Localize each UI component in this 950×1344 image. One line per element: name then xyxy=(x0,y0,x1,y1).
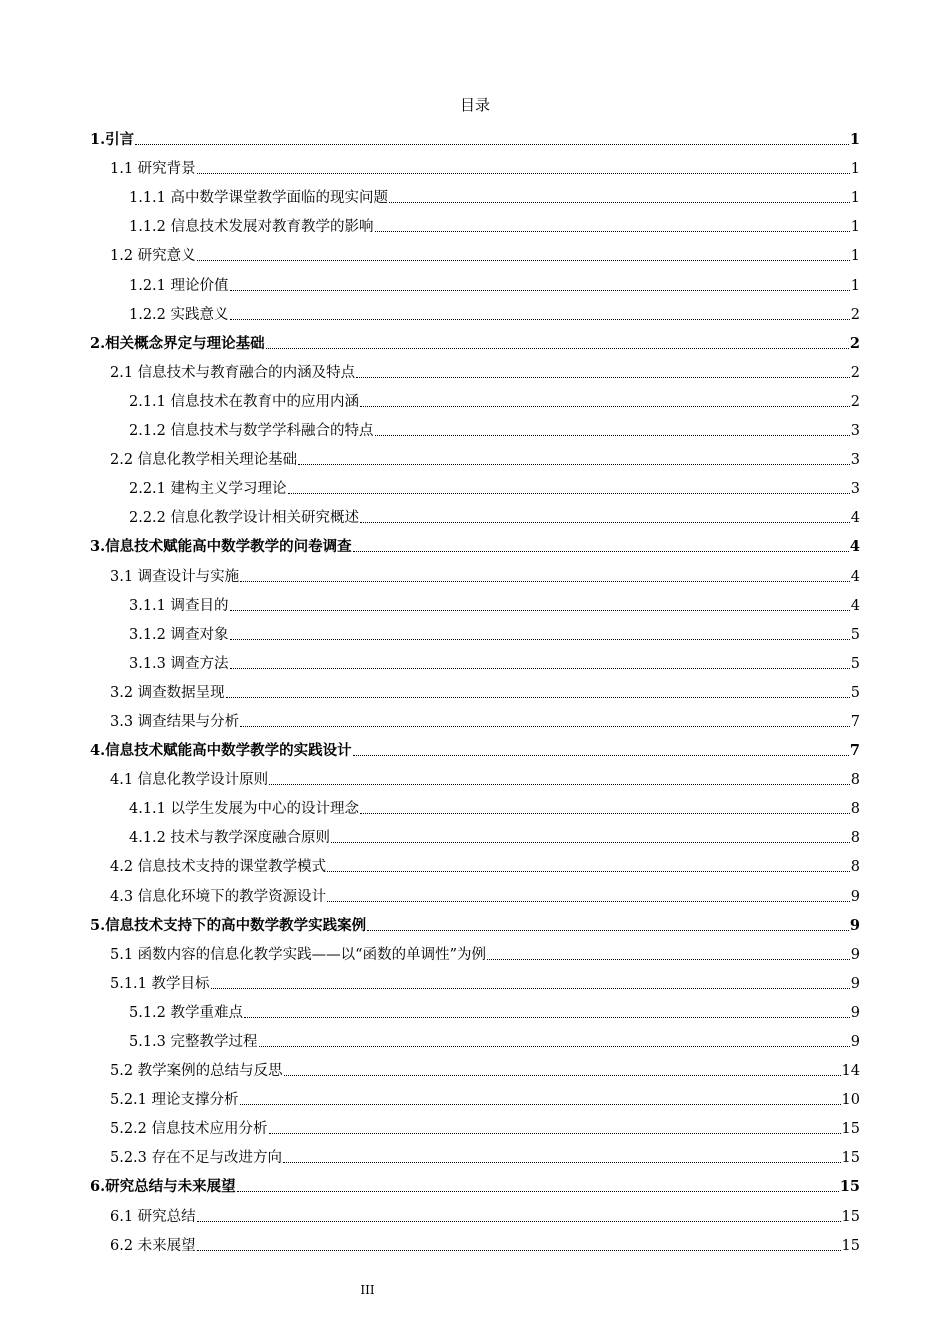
toc-entry-title: 4.2 信息技术支持的课堂教学模式 xyxy=(110,859,327,876)
toc-entry-page-number: 1 xyxy=(850,219,860,236)
toc-entry[interactable] xyxy=(90,939,860,968)
toc-entry-page-number: 3 xyxy=(850,423,860,440)
toc-entry-page-number: 15 xyxy=(839,1178,860,1196)
toc-entry-page-number: 14 xyxy=(841,1063,860,1080)
toc-dot-leader xyxy=(375,231,850,232)
toc-dot-leader xyxy=(327,901,850,902)
toc-entry[interactable] xyxy=(90,793,860,822)
toc-entry[interactable] xyxy=(90,240,860,269)
toc-dot-leader xyxy=(331,842,850,843)
toc-entry-title: 1.1.2 信息技术发展对教育教学的影响 xyxy=(129,219,374,236)
toc-entry[interactable] xyxy=(90,211,860,240)
toc-entry[interactable] xyxy=(90,851,860,880)
toc-entry-title: 4.1.2 技术与教学深度融合原则 xyxy=(129,830,331,847)
toc-entry-page-number: 4 xyxy=(849,538,860,556)
toc-entry-title: 2.1 信息技术与教育融合的内涵及特点 xyxy=(110,364,356,381)
toc-entry[interactable] xyxy=(90,706,860,735)
toc-entry[interactable] xyxy=(90,764,860,793)
toc-entry[interactable] xyxy=(90,1026,860,1055)
toc-entry[interactable] xyxy=(90,1171,860,1200)
toc-entry-page-number: 1 xyxy=(850,277,860,294)
toc-entry-title: 3.1.1 调查目的 xyxy=(129,597,229,614)
toc-entry-title: 5.2.1 理论支撑分析 xyxy=(110,1092,239,1109)
toc-entry[interactable] xyxy=(90,386,860,415)
toc-entry-page-number: 8 xyxy=(850,859,860,876)
toc-entry-title: 3.1 调查设计与实施 xyxy=(110,568,240,585)
toc-entry-title: 5.信息技术支持下的高中数学教学实践案例 xyxy=(90,916,367,934)
toc-entry-page-number: 1 xyxy=(849,131,860,149)
toc-dot-leader xyxy=(197,173,850,174)
toc-dot-leader xyxy=(360,813,850,814)
toc-dot-leader xyxy=(197,260,850,261)
toc-entry[interactable] xyxy=(90,182,860,211)
toc-entry[interactable] xyxy=(90,1142,860,1171)
toc-entry-page-number: 9 xyxy=(850,1034,860,1050)
toc-dot-leader xyxy=(237,1191,839,1192)
toc-entry-page-number: 15 xyxy=(841,1150,860,1167)
toc-entry-title: 5.1.1 教学目标 xyxy=(110,975,210,992)
toc-entry-page-number: 10 xyxy=(841,1092,860,1109)
toc-entry[interactable] xyxy=(90,648,860,677)
toc-entry-title: 4.信息技术赋能高中数学教学的实践设计 xyxy=(90,742,352,760)
toc-dot-leader xyxy=(327,871,850,872)
toc-dot-leader xyxy=(240,581,850,582)
toc-entry-page-number: 9 xyxy=(850,946,860,963)
toc-entry-page-number: 7 xyxy=(850,713,860,730)
toc-entry[interactable] xyxy=(90,415,860,444)
toc-entry[interactable] xyxy=(90,269,860,298)
toc-entry-page-number: 15 xyxy=(841,1208,860,1225)
toc-dot-leader xyxy=(230,668,850,669)
toc-entry-title: 1.2 研究意义 xyxy=(110,248,196,265)
toc-entry-page-number: 1 xyxy=(850,248,860,265)
toc-entry-title: 4.3 信息化环境下的教学资源设计 xyxy=(110,888,327,905)
toc-entry-title: 3.1.3 调查方法 xyxy=(129,655,229,672)
toc-entry-title: 2.1.1 信息技术在教育中的应用内涵 xyxy=(129,393,360,410)
toc-dot-leader xyxy=(197,1221,841,1222)
toc-entry-title: 6.2 未来展望 xyxy=(110,1237,196,1254)
toc-entry-title: 1.2.2 实践意义 xyxy=(129,306,229,323)
toc-entry-page-number: 9 xyxy=(850,888,860,905)
toc-entry-page-number: 5 xyxy=(850,684,860,701)
toc-dot-leader xyxy=(298,464,850,465)
toc-entry-title: 5.2 教学案例的总结与反思 xyxy=(110,1063,283,1080)
toc-entry[interactable] xyxy=(90,153,860,182)
toc-entry[interactable] xyxy=(90,473,860,502)
toc-entry[interactable] xyxy=(90,880,860,909)
toc-entry-title: 2.2.1 建构主义学习理论 xyxy=(129,481,287,498)
toc-dot-leader xyxy=(288,493,850,494)
toc-entry-title: 5.1.2 教学重难点 xyxy=(129,1004,244,1021)
toc-entry-title: 4.1 信息化教学设计原则 xyxy=(110,772,269,789)
page-number-footer: III xyxy=(360,1283,375,1297)
toc-entry-title: 5.1.3 完整教学过程 xyxy=(129,1034,258,1050)
toc-entry-page-number: 3 xyxy=(850,452,860,469)
toc-entry-title: 4.1.1 以学生发展为中心的设计理念 xyxy=(129,801,360,818)
toc-entry[interactable] xyxy=(90,560,860,589)
toc-entry-title: 5.2.3 存在不足与改进方向 xyxy=(110,1150,283,1167)
toc-entry[interactable] xyxy=(90,1055,860,1084)
toc-entry-title: 3.3 调查结果与分析 xyxy=(110,713,240,730)
toc-dot-leader xyxy=(240,726,850,727)
toc-entry-title: 5.2.2 信息技术应用分析 xyxy=(110,1121,268,1138)
toc-dot-leader xyxy=(230,319,850,320)
toc-entry[interactable] xyxy=(90,910,860,939)
page-title: 目录 xyxy=(459,96,490,114)
toc-dot-leader xyxy=(356,377,850,378)
toc-dot-leader xyxy=(353,755,849,756)
toc-dot-leader xyxy=(283,1162,841,1163)
toc-entry-page-number: 4 xyxy=(850,510,860,527)
toc-entry[interactable] xyxy=(90,444,860,473)
toc-entry[interactable] xyxy=(90,968,860,997)
toc-entry[interactable] xyxy=(90,357,860,386)
toc-entry[interactable] xyxy=(90,735,860,764)
toc-entry-title: 6.1 研究总结 xyxy=(110,1208,196,1225)
toc-entry-page-number: 1 xyxy=(850,161,860,178)
toc-entry[interactable] xyxy=(90,1230,860,1259)
toc-entry-title: 1.1.1 高中数学课堂教学面临的现实问题 xyxy=(129,190,389,207)
toc-entry-page-number: 9 xyxy=(850,975,860,992)
toc-entry-title: 5.1 函数内容的信息化教学实践——以“函数的单调性”为例 xyxy=(110,946,486,963)
toc-entry[interactable] xyxy=(90,822,860,851)
toc-entry-page-number: 8 xyxy=(850,830,860,847)
toc-entry-page-number: 15 xyxy=(841,1237,860,1254)
toc-dot-leader xyxy=(230,290,850,291)
toc-dot-leader xyxy=(259,1046,850,1047)
toc-entry[interactable] xyxy=(90,1200,860,1229)
toc-entry[interactable] xyxy=(90,1084,860,1113)
toc-entry-title: 3.2 调查数据呈现 xyxy=(110,684,225,701)
toc-dot-leader xyxy=(230,610,850,611)
toc-dot-leader xyxy=(211,988,850,989)
toc-entry-page-number: 2 xyxy=(850,364,860,381)
toc-entry[interactable] xyxy=(90,531,860,560)
toc-dot-leader xyxy=(226,697,850,698)
toc-dot-leader xyxy=(389,202,850,203)
toc-entry[interactable] xyxy=(90,997,860,1026)
toc-entry[interactable] xyxy=(90,677,860,706)
toc-entry[interactable] xyxy=(90,328,860,357)
toc-entry-page-number: 1 xyxy=(850,190,860,207)
toc-dot-leader xyxy=(487,959,850,960)
table-of-contents xyxy=(90,124,860,1259)
toc-dot-leader xyxy=(284,1075,841,1076)
toc-dot-leader xyxy=(360,406,850,407)
toc-entry-page-number: 2 xyxy=(849,334,860,352)
toc-entry-title: 2.1.2 信息技术与数学学科融合的特点 xyxy=(129,423,374,440)
toc-dot-leader xyxy=(269,784,850,785)
toc-entry-page-number: 2 xyxy=(850,393,860,410)
toc-entry[interactable] xyxy=(90,619,860,648)
toc-entry-title: 1.2.1 理论价值 xyxy=(129,277,229,294)
toc-dot-leader xyxy=(135,144,849,145)
toc-entry-title: 6.研究总结与未来展望 xyxy=(90,1178,236,1196)
toc-entry[interactable] xyxy=(90,590,860,619)
toc-entry-page-number: 7 xyxy=(849,742,860,760)
toc-entry-page-number: 4 xyxy=(850,597,860,614)
toc-entry-title: 2.2 信息化教学相关理论基础 xyxy=(110,452,298,469)
toc-entry-page-number: 8 xyxy=(850,801,860,818)
toc-entry-title: 3.信息技术赋能高中数学教学的问卷调查 xyxy=(90,538,352,556)
toc-dot-leader xyxy=(230,639,850,640)
toc-dot-leader xyxy=(367,930,849,931)
toc-entry-page-number: 9 xyxy=(849,916,860,934)
toc-entry-page-number: 3 xyxy=(850,481,860,498)
toc-dot-leader xyxy=(266,348,849,349)
toc-entry-title: 1.1 研究背景 xyxy=(110,161,196,178)
toc-entry[interactable] xyxy=(90,1113,860,1142)
toc-entry-title: 2.2.2 信息化教学设计相关研究概述 xyxy=(129,510,360,527)
toc-entry-page-number: 9 xyxy=(850,1004,860,1021)
toc-entry-page-number: 4 xyxy=(850,568,860,585)
toc-entry-page-number: 5 xyxy=(850,655,860,672)
toc-entry-title: 1.引言 xyxy=(90,131,135,149)
toc-dot-leader xyxy=(353,551,849,552)
toc-entry-title: 3.1.2 调查对象 xyxy=(129,626,229,643)
toc-dot-leader xyxy=(240,1104,841,1105)
toc-entry-page-number: 2 xyxy=(850,306,860,323)
toc-entry-title: 2.相关概念界定与理论基础 xyxy=(90,334,265,352)
toc-entry-page-number: 5 xyxy=(850,626,860,643)
toc-dot-leader xyxy=(375,435,850,436)
toc-entry[interactable] xyxy=(90,299,860,328)
toc-dot-leader xyxy=(360,522,850,523)
toc-dot-leader xyxy=(244,1017,850,1018)
toc-entry[interactable] xyxy=(90,502,860,531)
toc-entry[interactable] xyxy=(90,124,860,153)
toc-entry-page-number: 15 xyxy=(841,1121,860,1138)
toc-dot-leader xyxy=(197,1250,841,1251)
toc-dot-leader xyxy=(269,1133,841,1134)
toc-entry-page-number: 8 xyxy=(850,772,860,789)
